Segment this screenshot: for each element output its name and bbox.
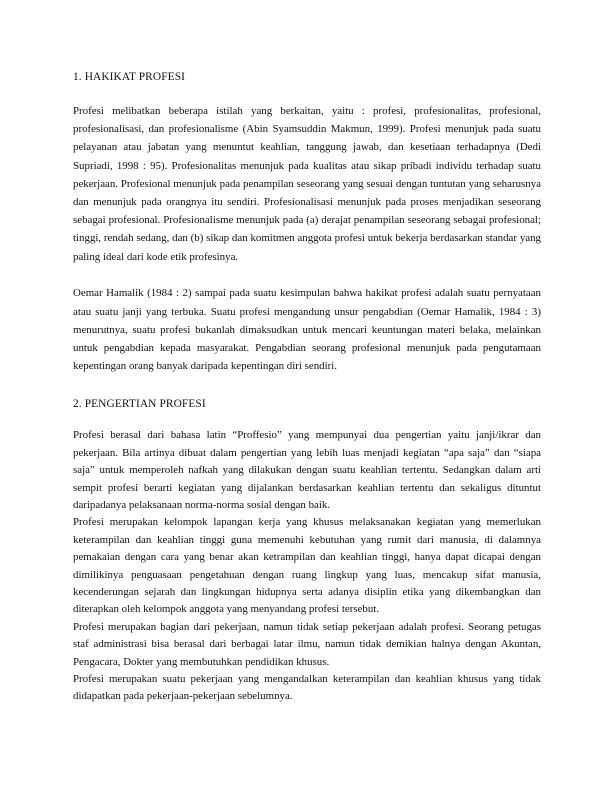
paragraph: Profesi berasal dari bahasa latin “Proffesio” yang mempunyai dua pengertian yaitu janji/ikrar dan pekerjaan. Bila artinya dibuat dalam pengertian yang lebih luas menjadi kegiatan “apa saja” dan “siapa saja” untuk memperoleh nafkah yang dilakukan dengan suatu keahlian tertentu. Sedangkan dalam arti sempit profesi berarti kegiatan yang dijalankan berdasarkan keahlian tertentu dan sekaligus dituntut daripadanya pelaksanaan norma-norma sosial dengan baik. — [73, 429, 541, 511]
paragraph: Profesi merupakan bagian dari pekerjaan, namun tidak setiap pekerjaan adalah profesi. Seorang petugas staf administrasi bisa berasal dari berbagai latar ilmu, namun tidak demikian halnya dengan Akuntan, Pengacara, Dokter yang membutuhkan pendidikan khusus. — [73, 620, 541, 668]
section-heading: 1. HAKIKAT PROFESI — [73, 71, 186, 83]
section-hakikat-profesi — [73, 70, 541, 375]
paragraph: Profesi merupakan suatu pekerjaan yang mengandalkan keterampilan dan keahlian khusus yang tidak didapatkan pada pekerjaan-pekerjaan sebelumnya. — [73, 673, 541, 703]
paragraph: Profesi merupakan kelompok lapangan kerja yang khusus melaksanakan kegiatan yang memerlukan keterampilan dan keahlian tinggi guna memenuhi kebutuhan yang rumit dari manusia, di dalamnya pemakaian dengan cara yang benar akan ketrampilan dan keahlian tinggi, hanya dapat dicapai dengan dimilikinya penguasaan pengetahuan dengan ruang lingkup yang luas, mencakup sifat manusia, kecenderungan sejarah dan lingkungan hidupnya serta adanya disiplin etika yang dikembangkan dan diterapkan oleh kelompok anggota yang menyandang profesi tersebut. — [73, 516, 541, 616]
section-pengertian-profesi — [73, 397, 541, 706]
paragraph: Profesi melibatkan beberapa istilah yang berkaitan, yaitu : profesi, profesionalitas, profesional, profesionalisasi, dan profesionalisme (Abin Syamsuddin Makmun, 1999). Profesi menunjuk pada suatu pelayanan atau jabatan yang menuntut keahlian, tanggung jawab, dan kesetiaan terhadapnya (Dedi Supriadi, 1998 : 95). Profesionalitas menunjuk pada kualitas atau sikap pribadi individu terhadap suatu pekerjaan. Profesional menunjuk pada penampilan seseorang yang sesuai dengan tuntutan yang seharusnya dan menunjuk pada orangnya itu sendiri. Profesionalisasi menunjuk pada proses menjadikan seseorang sebagai profesional. Profesionalisme menunjuk pada (a) derajat penampilan seseorang sebagai profesional; tinggi, rendah sedang, dan (b) sikap dan komitmen anggota profesi untuk bekerja berdasarkan standar yang paling ideal dari kode etik profesinya. — [73, 105, 541, 263]
section-heading: 2. PENGERTIAN PROFESI — [73, 398, 206, 411]
paragraph: Oemar Hamalik (1984 : 2) sampai pada suatu kesimpulan bahwa hakikat profesi adalah suatu pernyataan atau suatu janji yang terbuka. Suatu profesi mengandung unsur pengabdian (Oemar Hamalik, 1984 : 3) menurutnya, suatu profesi bukanlah dimaksudkan untuk mencari keuntungan materi belaka, melainkan untuk pengabdian kepada masyarakat. Pengabdian seorang profesional menunjuk pada pengutamaan kepentingan orang banyak daripada kepentingan diri sendiri. — [73, 287, 541, 373]
document-page — [73, 70, 541, 706]
